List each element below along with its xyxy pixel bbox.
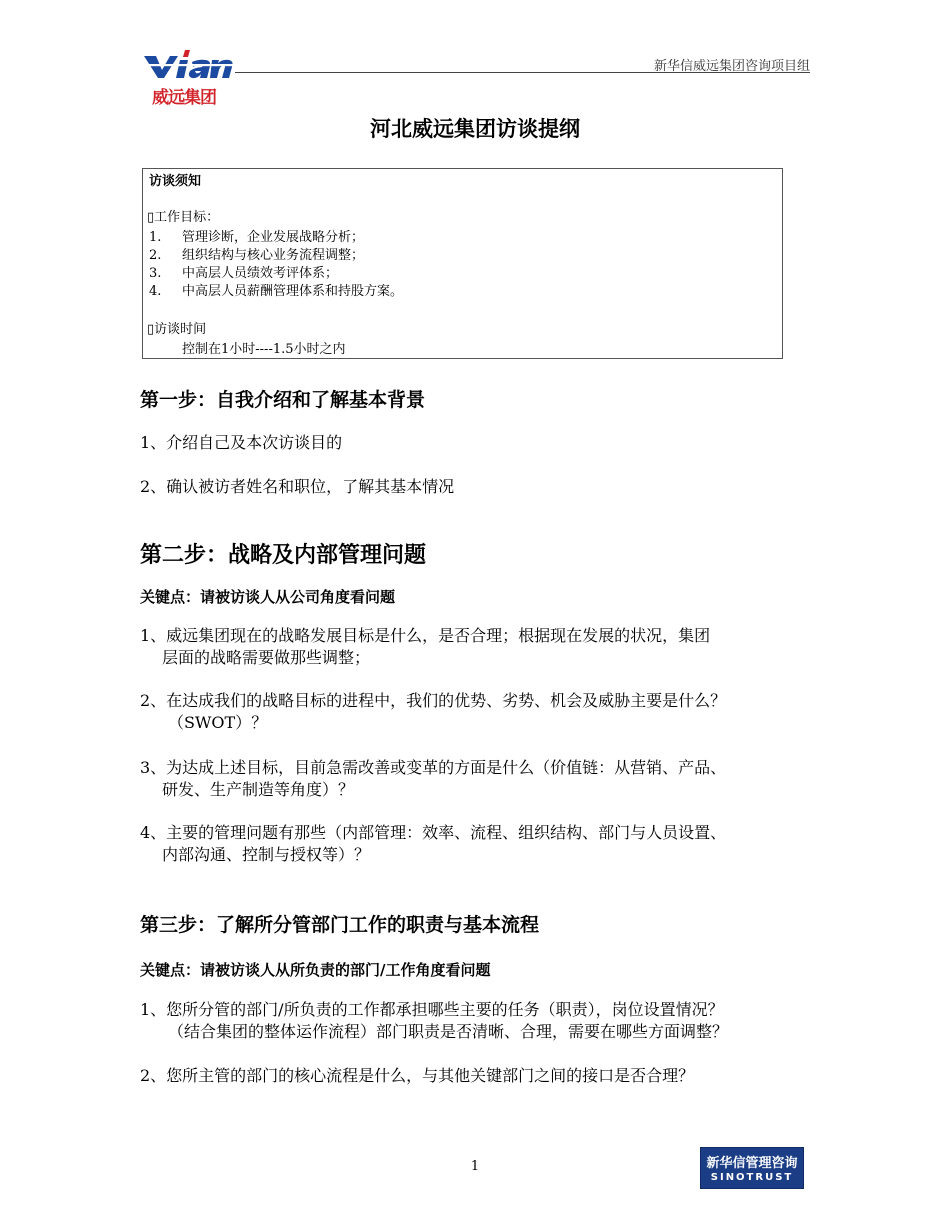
notice-heading: 访谈须知 <box>149 174 202 189</box>
step2-item: 3、为达成上述目标，目前急需改善或变革的方面是什么（价值链：从营销、产品、 研发、生产制造等角度）？ <box>140 758 727 799</box>
step3-item: 1、您所分管的部门/所负责的工作都承担哪些主要的任务（职责），岗位设置情况？ （结合集团的整体运作流程）部门职责是否清晰、合理，需要在哪些方面调整？ <box>140 1000 729 1041</box>
sinotrust-logo <box>700 1147 804 1189</box>
document-title: 河北威远集团访谈提纲 <box>370 116 580 141</box>
footer-brand-cn: 新华信管理咨询 <box>706 1156 798 1171</box>
footer-brand-en: SINOTRUST <box>710 1172 794 1183</box>
step1-item: 2、确认被访者姓名和职位，了解其基本情况 <box>140 477 455 496</box>
step1-item: 1、介绍自己及本次访谈目的 <box>140 433 343 452</box>
step1-heading: 第一步：自我介绍和了解基本背景 <box>140 389 426 411</box>
interview-notice-box: 访谈须知 ▯工作目标： 1. 管理诊断，企业发展战略分析； 2. 组织结构与核心业务流程调整； 3. 中高层人员绩效考评体系； 4. 中高层人员薪酬管理体系和持股方案。 ▯访谈时间 控制在1小时----1.5小时之内 <box>142 168 783 359</box>
step3-heading: 第三步：了解所分管部门工作的职责与基本流程 <box>140 914 540 936</box>
step2-heading: 第二步：战略及内部管理问题 <box>140 542 427 568</box>
step2-item: 2、在达成我们的战略目标的进程中，我们的优势、劣势、机会及威胁主要是什么？ （SWOT）？ <box>140 691 727 732</box>
header-organization: 新华信威远集团咨询项目组 <box>653 59 810 74</box>
company-logo <box>140 50 240 110</box>
goals-label: ▯工作目标： <box>147 210 220 225</box>
page-number: 1 <box>470 1159 480 1174</box>
time-value: 控制在1小时----1.5小时之内 <box>182 342 346 357</box>
vian-logo-mark <box>140 50 236 80</box>
logo-subtitle: 威远集团 <box>152 88 216 108</box>
step2-item: 4、主要的管理问题有那些（内部管理：效率、流程、组织结构、部门与人员设置、 内部沟通、控制与授权等）？ <box>140 823 727 864</box>
step3-key-point: 关键点：请被访谈人从所负责的部门/工作角度看问题 <box>140 961 491 979</box>
step3-item: 2、您所主管的部门的核心流程是什么，与其他关键部门之间的接口是否合理？ <box>140 1066 695 1085</box>
step2-key-point: 关键点：请被访谈人从公司角度看问题 <box>140 588 396 606</box>
time-label: ▯访谈时间 <box>147 322 207 337</box>
bullet-box-icon: ▯ <box>147 322 155 337</box>
step2-item: 1、威远集团现在的战略发展目标是什么，是否合理；根据现在发展的状况，集团 层面的战略需要做那些调整； <box>140 626 711 667</box>
bullet-box-icon: ▯ <box>147 210 155 225</box>
